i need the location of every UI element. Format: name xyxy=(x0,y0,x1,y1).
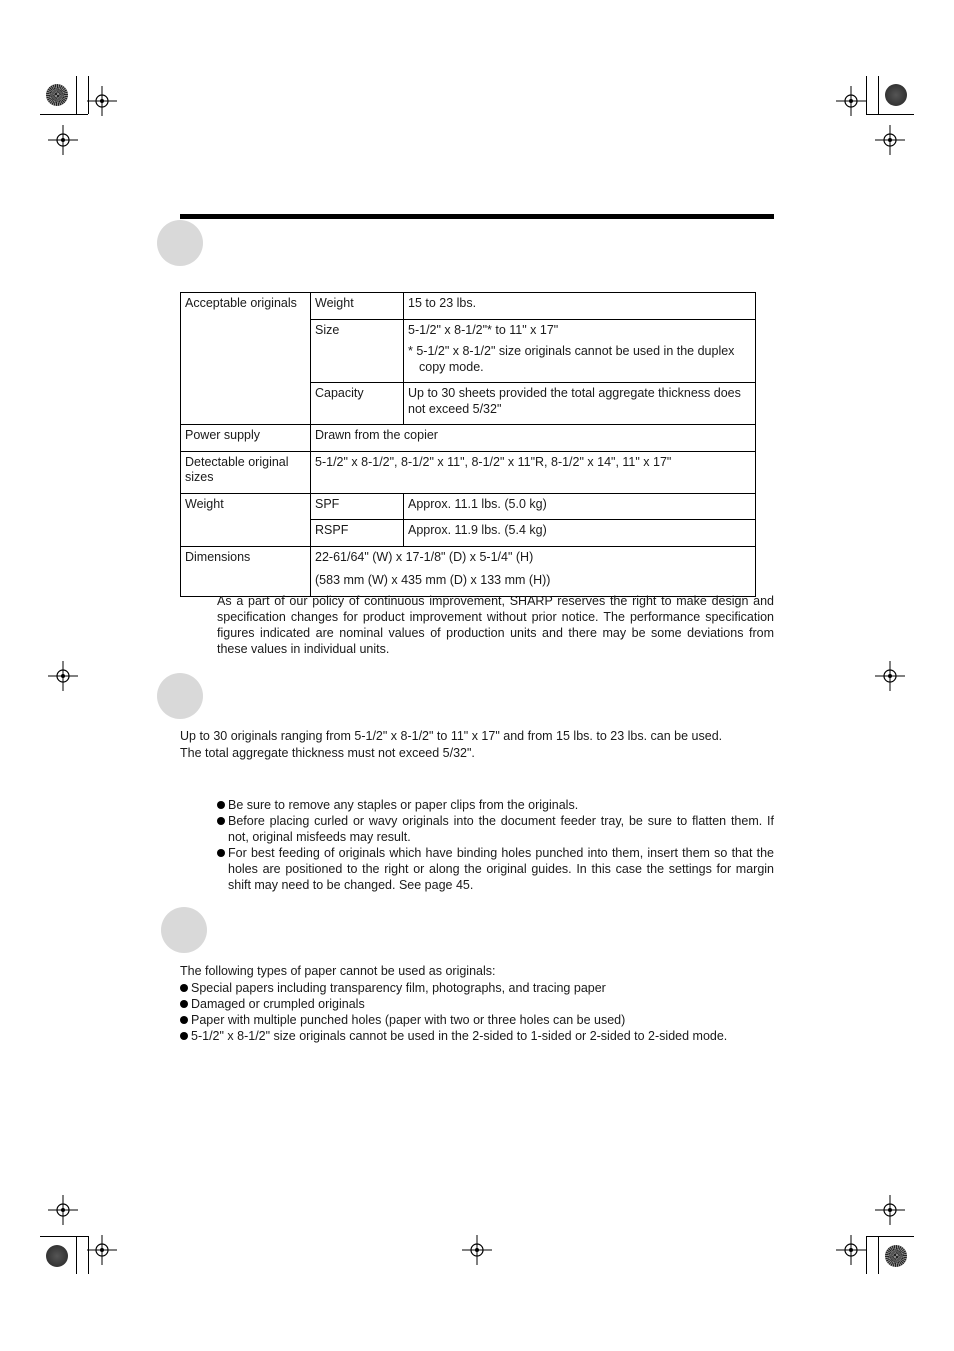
section-2-marker xyxy=(157,673,203,719)
capacity-value: Up to 30 sheets provided the total aggregate thickness does not exceed 5/32" xyxy=(404,383,756,425)
registration-crosshair-icon xyxy=(875,1195,905,1225)
registration-crosshair-icon xyxy=(87,86,117,116)
table-row xyxy=(181,425,756,452)
size-label: Size xyxy=(311,319,404,383)
table-row xyxy=(181,451,756,493)
bullet-icon xyxy=(217,849,225,857)
crop-line xyxy=(76,76,77,114)
registration-crosshair-icon xyxy=(875,125,905,155)
list-item xyxy=(217,797,774,813)
registration-crosshair-icon xyxy=(462,1235,492,1265)
power-supply-value: Drawn from the copier xyxy=(311,425,756,452)
crop-line xyxy=(40,1236,88,1237)
power-supply-label: Power supply xyxy=(181,425,311,452)
list-item-text: Damaged or crumpled originals xyxy=(191,997,365,1011)
section-2-bullet-list xyxy=(217,797,774,893)
registration-crosshair-icon xyxy=(875,661,905,691)
list-item-text: Before placing curled or wavy originals into the document feeder tray, be sure to flatten them. If not, original misfeeds may result. xyxy=(228,814,774,844)
list-item xyxy=(180,996,774,1012)
spf-label: SPF xyxy=(311,493,404,520)
section-3-bullet-list xyxy=(180,980,774,1044)
registration-crosshair-icon xyxy=(836,86,866,116)
list-item-text: 5-1/2" x 8-1/2" size originals cannot be used in the 2-sided to 1-sided or 2-sided to 2-sided mode. xyxy=(191,1029,728,1043)
list-item-text: Paper with multiple punched holes (paper with two or three holes can be used) xyxy=(191,1013,626,1027)
registration-crosshair-icon xyxy=(836,1235,866,1265)
dimensions-cell xyxy=(311,546,756,596)
crop-line xyxy=(88,1236,89,1274)
section-1-marker xyxy=(157,220,203,266)
bullet-icon xyxy=(217,817,225,825)
bullet-icon xyxy=(180,1016,188,1024)
crop-line xyxy=(866,76,867,114)
section-3-marker xyxy=(161,907,207,953)
rspf-label: RSPF xyxy=(311,520,404,547)
bullet-icon xyxy=(217,801,225,809)
table-row xyxy=(181,293,756,320)
color-registration-disc-icon xyxy=(885,84,907,106)
weight-label: Weight xyxy=(311,293,404,320)
acceptable-originals-label: Acceptable originals xyxy=(181,293,311,425)
capacity-label: Capacity xyxy=(311,383,404,425)
color-registration-disc-icon xyxy=(885,1245,907,1267)
rspf-value: Approx. 11.9 lbs. (5.4 kg) xyxy=(404,520,756,547)
section-2-line-2: The total aggregate thickness must not exceed 5/32". xyxy=(180,746,475,760)
registration-crosshair-icon xyxy=(87,1235,117,1265)
registration-crosshair-icon xyxy=(48,661,78,691)
list-item xyxy=(180,980,774,996)
section-2-text xyxy=(180,728,774,761)
improvement-notice: As a part of our policy of continuous improvement, SHARP reserves the right to make design and specification changes for product improvement without prior notice. The performance specification figures indicated are nominal values of production units and there may be some deviations from these values in individual units. xyxy=(217,594,774,656)
bullet-icon xyxy=(180,984,188,992)
table-row xyxy=(181,546,756,596)
dimensions-label: Dimensions xyxy=(181,546,311,596)
specifications-table xyxy=(180,292,756,597)
weight-row-label: Weight xyxy=(181,493,311,546)
size-cell xyxy=(404,319,756,383)
crop-line xyxy=(88,76,89,114)
section-3-intro: The following types of paper cannot be used as originals: xyxy=(180,964,496,978)
list-item-text: For best feeding of originals which have binding holes punched into them, insert them so that the holes are positioned to the right or along the original guides. In this case the settings for margin shift may need to be changed. See page 45. xyxy=(228,846,774,892)
crop-line xyxy=(866,114,914,115)
crop-line xyxy=(878,1236,879,1274)
list-item xyxy=(217,813,774,845)
weight-value: 15 to 23 lbs. xyxy=(404,293,756,320)
section-2-line-1: Up to 30 originals ranging from 5-1/2" x 8-1/2" to 11" x 17" and from 15 lbs. to 23 lbs. can be used. xyxy=(180,729,723,743)
registration-crosshair-icon xyxy=(48,1195,78,1225)
table-row xyxy=(181,493,756,520)
crop-line xyxy=(878,76,879,114)
crop-line xyxy=(866,1236,867,1274)
crop-line xyxy=(76,1236,77,1274)
section-heading-rule xyxy=(180,214,774,219)
list-item xyxy=(180,1028,774,1044)
list-item xyxy=(180,1012,774,1028)
spf-value: Approx. 11.1 lbs. (5.0 kg) xyxy=(404,493,756,520)
crop-line xyxy=(866,1236,914,1237)
list-item xyxy=(217,845,774,893)
bullet-icon xyxy=(180,1000,188,1008)
size-value: 5-1/2" x 8-1/2"* to 11" x 17" xyxy=(408,322,559,337)
color-registration-disc-icon xyxy=(46,1245,68,1267)
bullet-icon xyxy=(180,1032,188,1040)
list-item-text: Special papers including transparency film, photographs, and tracing paper xyxy=(191,981,606,995)
list-item-text: Be sure to remove any staples or paper clips from the originals. xyxy=(228,798,579,812)
detectable-sizes-label: Detectable original sizes xyxy=(181,451,311,493)
detectable-sizes-value: 5-1/2" x 8-1/2", 8-1/2" x 11", 8-1/2" x 11"R, 8-1/2" x 14", 11" x 17" xyxy=(311,451,756,493)
registration-crosshair-icon xyxy=(48,125,78,155)
color-registration-disc-icon xyxy=(46,84,68,106)
crop-line xyxy=(40,114,88,115)
dimensions-inches: 22-61/64" (W) x 17-1/8" (D) x 5-1/4" (H) xyxy=(315,549,534,564)
size-note: * 5-1/2" x 8-1/2" size originals cannot be used in the duplex copy mode. xyxy=(408,344,735,374)
dimensions-mm: (583 mm (W) x 435 mm (D) x 133 mm (H)) xyxy=(315,573,551,587)
